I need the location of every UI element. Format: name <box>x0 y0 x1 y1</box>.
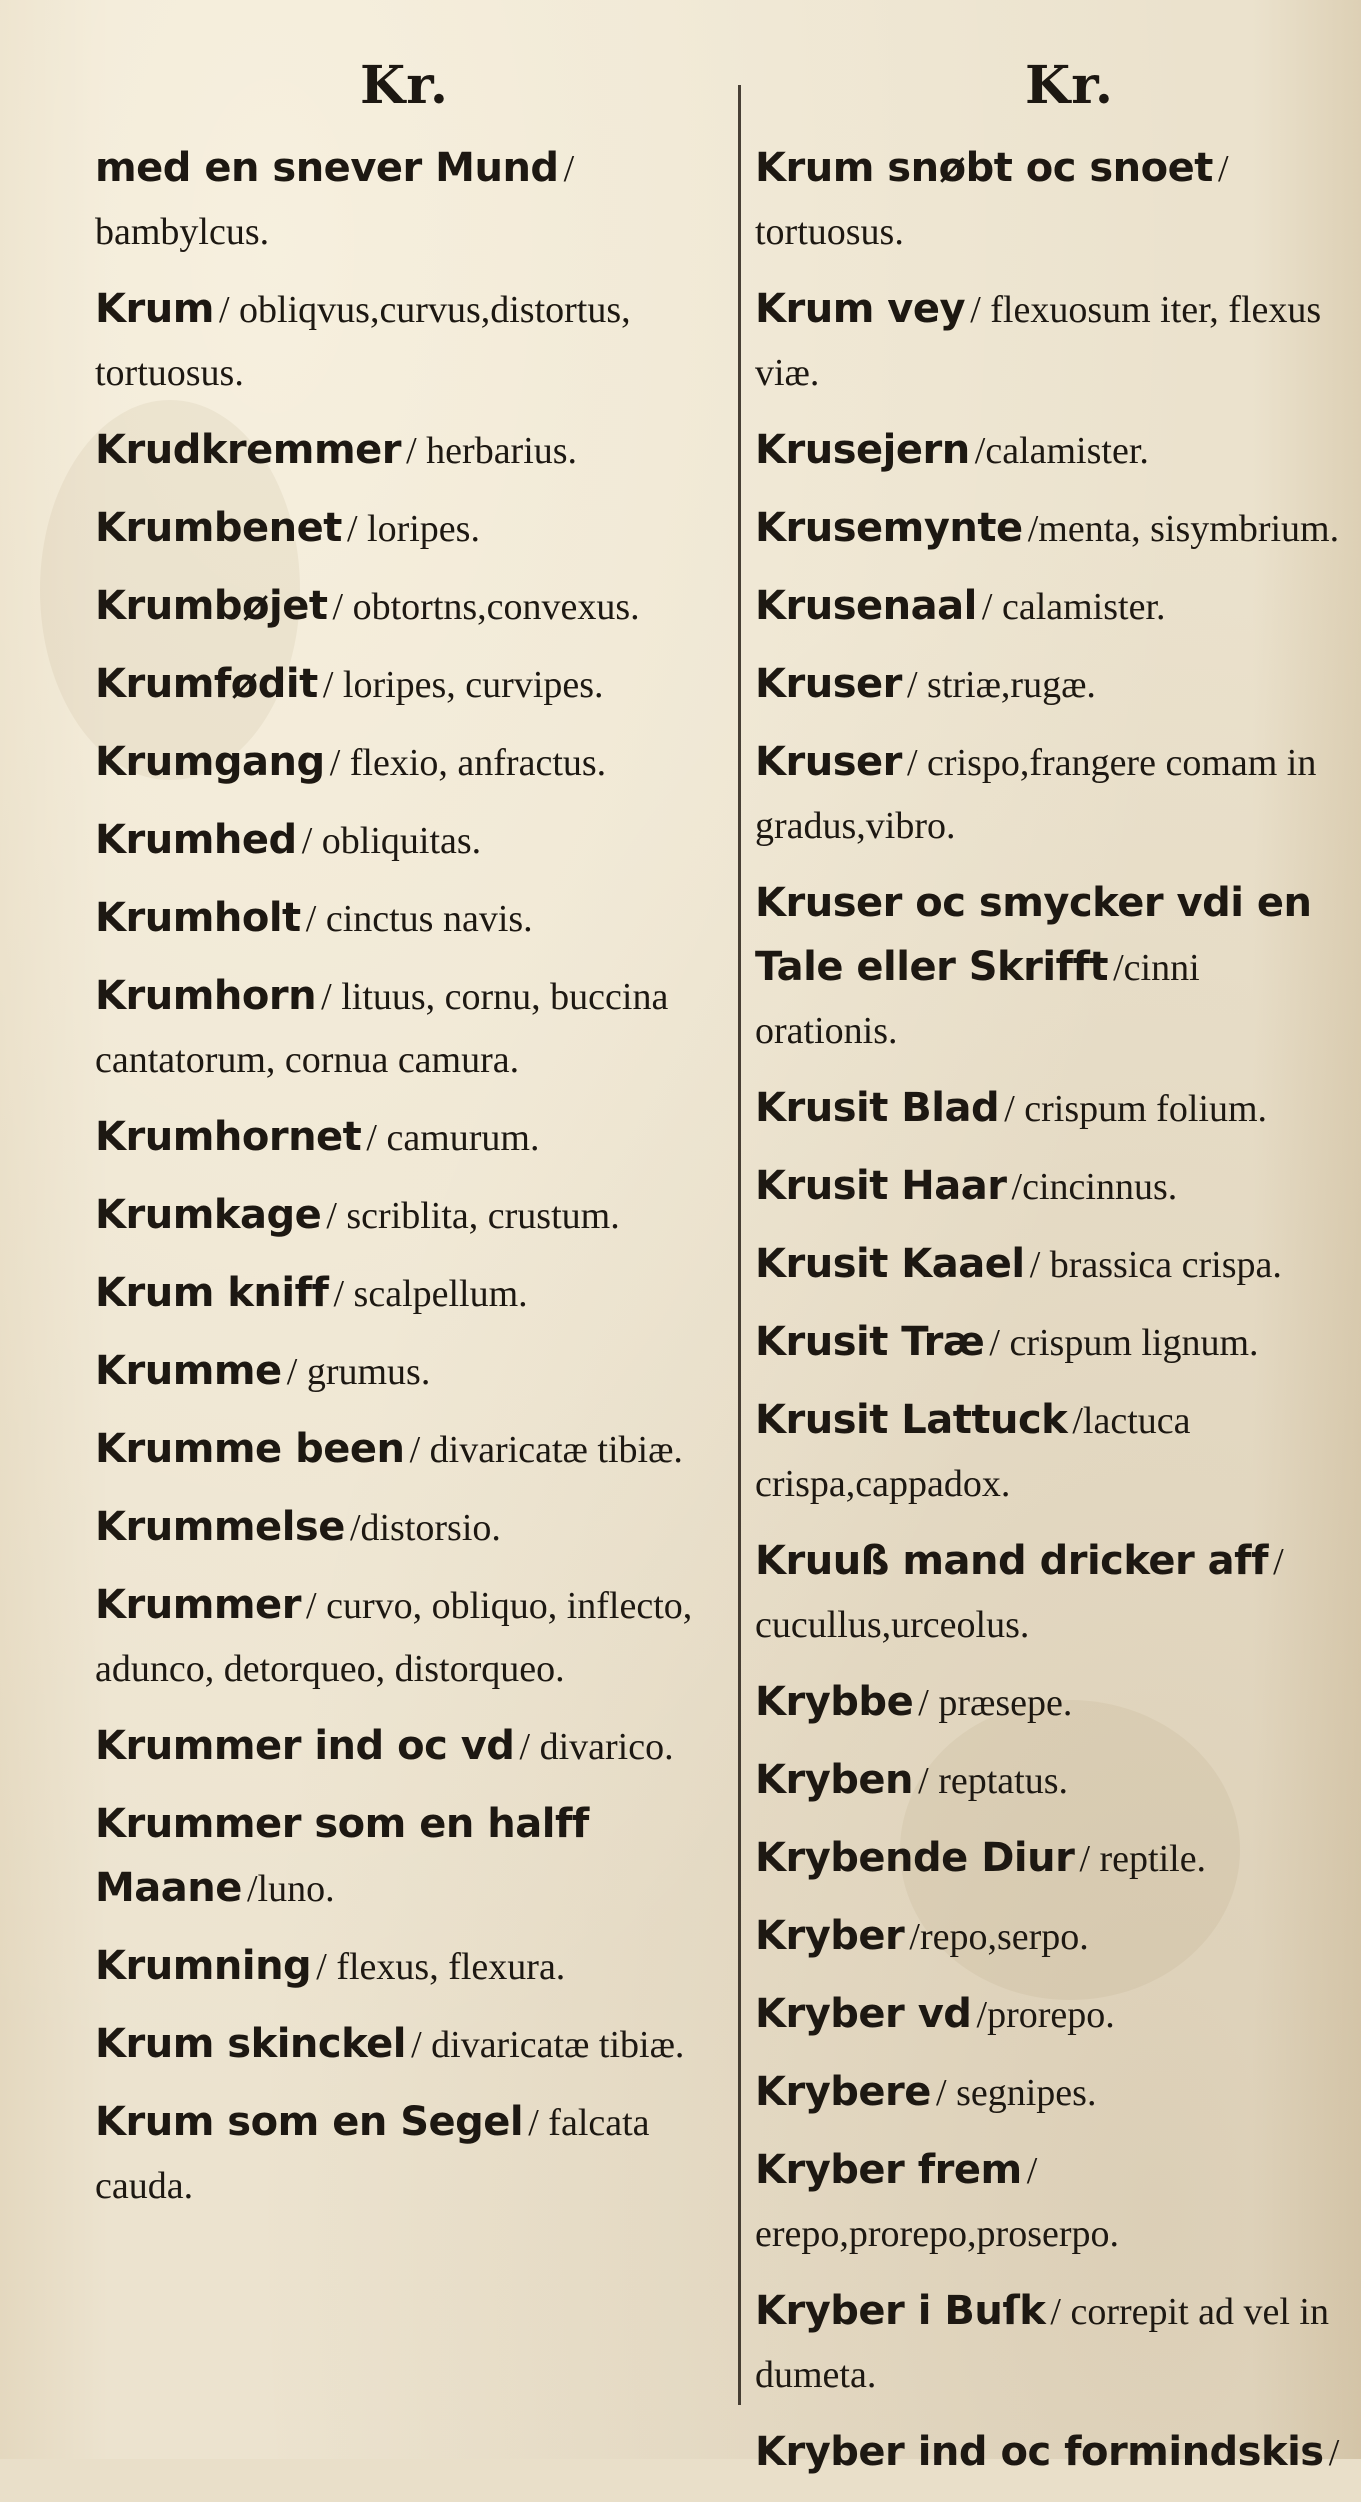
dictionary-entry <box>95 1718 725 1782</box>
headword: Krumme been <box>95 1426 405 1472</box>
dictionary-entry <box>755 281 1350 408</box>
headword: Kruser oc smycker vdi en Tale eller Skrifft <box>755 880 1312 990</box>
dictionary-entry <box>95 422 725 486</box>
dictionary-entry <box>755 422 1350 486</box>
definition: / flexus, flexura. <box>316 1946 566 1988</box>
definition: / <box>1328 2432 1340 2474</box>
definition: / bambylcus. <box>95 148 575 253</box>
definition: / loripes, curvipes. <box>322 664 604 706</box>
definition: / tortuosus. <box>755 148 1229 253</box>
headword: Krummer ind oc vd <box>95 1723 515 1769</box>
definition: / cucullus,urceolus. <box>755 1541 1284 1646</box>
headword: Kruser <box>755 661 902 707</box>
headword: Krusit Kaael <box>755 1241 1025 1287</box>
definition: / reptatus. <box>918 1760 1068 1802</box>
headword: Krusit Træ <box>755 1319 985 1365</box>
definition: / flexuosum iter, flexus viæ. <box>755 289 1322 394</box>
definition: / falcata cauda. <box>95 2102 650 2207</box>
dictionary-entry <box>755 2064 1350 2128</box>
definition: / scriblita, crustum. <box>326 1195 620 1237</box>
headword: Krumbenet <box>95 505 342 551</box>
headword: Krusemynte <box>755 505 1023 551</box>
definition: / loripes. <box>346 508 480 550</box>
headword: Krumfødit <box>95 661 318 707</box>
dictionary-entry <box>95 1187 725 1251</box>
headword: Krum snøbt oc snoet <box>755 145 1213 191</box>
headword: Krum <box>95 286 214 332</box>
dictionary-entry <box>95 890 725 954</box>
dictionary-entry <box>95 2094 725 2221</box>
headword: Krumbøjet <box>95 583 328 629</box>
dictionary-entry <box>755 2424 1350 2488</box>
definition: / obliqvus,curvus,distortus, tortuosus. <box>95 289 631 394</box>
definition: /lactuca crispa,cappadox. <box>755 1400 1191 1505</box>
headword: Krumme <box>95 1348 282 1394</box>
dictionary-entry <box>755 500 1350 564</box>
headword: Krusit Haar <box>755 1163 1007 1209</box>
headword: Krummer <box>95 1582 301 1628</box>
definition: / divaricatæ tibiæ. <box>409 1429 683 1471</box>
definition: / erepo,prorepo,proserpo. <box>755 2150 1120 2255</box>
headword: Krudkremmer <box>95 427 402 473</box>
dictionary-entry <box>95 1938 725 2002</box>
definition: / obtortns,convexus. <box>332 586 640 628</box>
right-column <box>755 140 1350 2502</box>
headword: Kruuß mand dricker aff <box>755 1538 1268 1584</box>
headword: Krusit Blad <box>755 1085 1000 1131</box>
headword: Krybbe <box>755 1679 914 1725</box>
dictionary-entry <box>95 500 725 564</box>
definition: / reptile. <box>1079 1838 1207 1880</box>
headword: Krumning <box>95 1943 312 1989</box>
definition: / curvo, obliquo, inflecto, adunco, detorqueo, distorqueo. <box>95 1585 693 1690</box>
dictionary-entry <box>755 875 1350 1066</box>
definition: / striæ,rugæ. <box>906 664 1096 706</box>
headword: Kryber ind oc formindskis <box>755 2429 1324 2475</box>
definition: / herbarius. <box>406 430 578 472</box>
dictionary-entry <box>755 1752 1350 1816</box>
definition: / divaricatæ tibiæ. <box>411 2024 685 2066</box>
definition: / obliquitas. <box>301 820 482 862</box>
headword: Krusejern <box>755 427 970 473</box>
definition: / camurum. <box>366 1117 540 1159</box>
headword: Kryben <box>755 1757 914 1803</box>
headword: Krum kniff <box>95 1270 329 1316</box>
column-rule <box>738 85 741 2405</box>
definition: / divarico. <box>519 1726 674 1768</box>
headword: Krumhorn <box>95 973 317 1019</box>
dictionary-entry <box>755 1674 1350 1738</box>
dictionary-entry <box>95 1499 725 1563</box>
dictionary-entry <box>95 1109 725 1173</box>
dictionary-entry <box>95 1343 725 1407</box>
headword: Krybere <box>755 2069 931 2115</box>
dictionary-entry <box>95 968 725 1095</box>
dictionary-entry <box>95 140 725 267</box>
definition: / correpit ad vel in dumeta. <box>755 2291 1329 2396</box>
definition: /distorsio. <box>349 1507 501 1549</box>
headword: Kryber <box>755 1913 905 1959</box>
dictionary-entry <box>95 812 725 876</box>
dictionary-entry <box>95 734 725 798</box>
definition: /luno. <box>247 1868 335 1910</box>
headword: Krusenaal <box>755 583 977 629</box>
dictionary-entry <box>755 1908 1350 1972</box>
headword: med en snever Mund <box>95 145 559 191</box>
headword: Krumhornet <box>95 1114 362 1160</box>
dictionary-entry <box>755 1314 1350 1378</box>
dictionary-entry <box>755 1158 1350 1222</box>
definition: /repo,serpo. <box>909 1916 1089 1958</box>
headword: Krumkage <box>95 1192 322 1238</box>
definition: / crispum lignum. <box>989 1322 1259 1364</box>
dictionary-entry <box>755 578 1350 642</box>
headword: Kryber vd <box>755 1991 972 2037</box>
headword: Krummelse <box>95 1504 345 1550</box>
definition: / calamister. <box>981 586 1166 628</box>
definition: / scalpellum. <box>333 1273 528 1315</box>
dictionary-entry <box>755 734 1350 861</box>
headword: Krumholt <box>95 895 301 941</box>
headword: Krybende Diur <box>755 1835 1075 1881</box>
definition: / præsepe. <box>918 1682 1073 1724</box>
definition: /prorepo. <box>976 1994 1115 2036</box>
definition: /calamister. <box>974 430 1149 472</box>
dictionary-entry <box>755 2283 1350 2410</box>
definition: /menta, sisymbrium. <box>1027 508 1340 550</box>
headword: Krusit Lattuck <box>755 1397 1068 1443</box>
headword: Kruser <box>755 739 902 785</box>
dictionary-entry <box>95 1421 725 1485</box>
definition: / crispum folium. <box>1004 1088 1267 1130</box>
definition: / grumus. <box>286 1351 431 1393</box>
dictionary-entry <box>755 2142 1350 2269</box>
definition: /cinni orationis. <box>755 947 1200 1052</box>
headword: Krum som en Segel <box>95 2099 524 2145</box>
definition: / flexio, anfractus. <box>329 742 607 784</box>
dictionary-entry <box>95 578 725 642</box>
dictionary-entry <box>755 1986 1350 2050</box>
definition: / segnipes. <box>936 2072 1097 2114</box>
definition: / crispo,frangere comam in gradus,vibro. <box>755 742 1317 847</box>
headword: Kryber frem <box>755 2147 1022 2193</box>
running-head-left: Kr. <box>360 55 449 116</box>
headword: Krum vey <box>755 286 966 332</box>
headword: Krumgang <box>95 739 325 785</box>
running-head-right: Kr. <box>1025 55 1114 116</box>
definition: / cinctus navis. <box>305 898 533 940</box>
dictionary-entry <box>755 1533 1350 1660</box>
dictionary-entry <box>755 1392 1350 1519</box>
dictionary-entry <box>755 1830 1350 1894</box>
dictionary-entry <box>95 2016 725 2080</box>
headword: Kryber i Buſk <box>755 2288 1046 2334</box>
dictionary-entry <box>755 140 1350 267</box>
dictionary-entry <box>95 1796 725 1924</box>
left-column <box>95 140 725 2235</box>
dictionary-entry <box>95 1577 725 1704</box>
dictionary-entry <box>95 656 725 720</box>
definition: / brassica crispa. <box>1029 1244 1282 1286</box>
definition: / lituus, cornu, buccina cantatorum, cornua camura. <box>95 976 669 1081</box>
headword: Krum skinckel <box>95 2021 406 2067</box>
dictionary-entry <box>95 281 725 408</box>
definition: /cincinnus. <box>1011 1166 1178 1208</box>
dictionary-entry <box>755 1080 1350 1144</box>
headword: Krummer som en halff Maane <box>95 1801 589 1911</box>
dictionary-entry <box>755 1236 1350 1300</box>
headword: Krumhed <box>95 817 297 863</box>
dictionary-entry <box>755 656 1350 720</box>
dictionary-entry <box>95 1265 725 1329</box>
